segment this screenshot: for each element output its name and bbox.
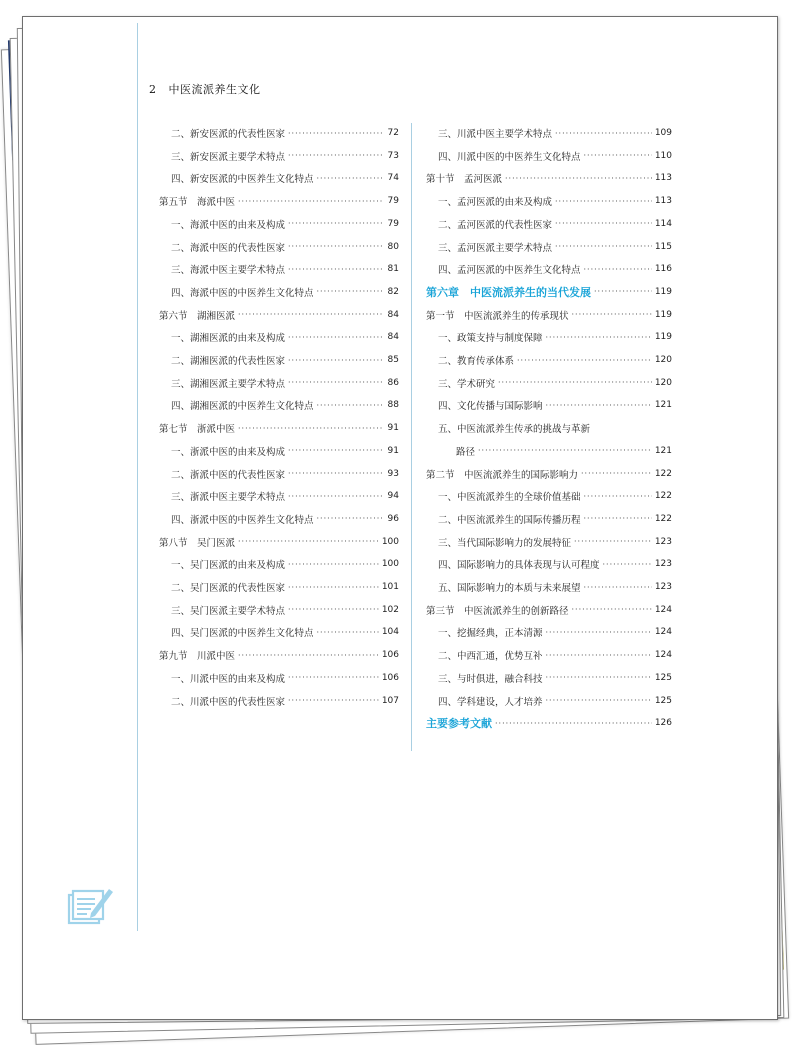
toc-dot-leader: [288, 242, 382, 251]
toc-section-entry: [159, 534, 399, 550]
toc-entry-title: 三、川派中医主要学术特点: [438, 129, 553, 140]
toc-dot-leader: [546, 333, 652, 342]
toc-dot-leader: [317, 628, 379, 637]
toc-entry-title: 四、新安医派的中医养生文化特点: [171, 174, 314, 186]
toc-entry-title: 二、海派中医的代表性医家: [171, 242, 286, 254]
toc-entry-title: 二、孟河医派的代表性医家: [438, 219, 553, 231]
running-header: [149, 81, 261, 97]
toc-subsection-entry: [159, 261, 399, 277]
column-divider: [411, 123, 412, 751]
toc-page-number: 74: [387, 173, 399, 184]
toc-section-entry: [159, 420, 399, 436]
toc-subsection-entry: [159, 624, 399, 640]
toc-page-number: 100: [381, 536, 399, 547]
toc-page-number: 84: [387, 332, 399, 343]
toc-dot-leader: [498, 378, 652, 387]
toc-subsection-entry: [159, 693, 399, 709]
toc-dot-leader: [574, 537, 652, 546]
toc-page-number: 106: [381, 650, 399, 661]
toc-entry-title: 四、国际影响力的具体表现与认可程度: [438, 560, 600, 572]
toc-entry-title: 一、浙派中医的由来及构成: [171, 446, 286, 458]
toc-subsection-entry: [426, 261, 672, 277]
toc-entry-title: 二、新安医派的代表性医家: [171, 129, 286, 140]
toc-page: [22, 16, 778, 1020]
toc-subsection-entry: [159, 170, 399, 186]
toc-dot-leader: [546, 673, 652, 682]
toc-dot-leader: [288, 673, 379, 682]
toc-entry-title: 第六章 中医流派养生的当代发展: [426, 285, 591, 299]
toc-page-number: 91: [387, 445, 399, 456]
toc-entry-title: 一、湖湘医派的由来及构成: [171, 333, 286, 345]
toc-page-number: 79: [387, 218, 399, 229]
toc-entry-title: 一、吴门医派的由来及构成: [171, 560, 286, 572]
toc-dot-leader: [288, 446, 382, 455]
toc-entry-title: 三、吴门医派主要学术特点: [171, 605, 286, 617]
toc-entry-title: 三、当代国际影响力的发展特征: [438, 537, 572, 549]
toc-subsection-entry: [159, 239, 399, 255]
toc-page-number: 72: [387, 128, 399, 138]
toc-entry-title: 二、中医流派养生的国际传播历程: [438, 514, 581, 526]
toc-dot-leader: [238, 537, 379, 546]
toc-dot-leader: [288, 378, 382, 387]
toc-dot-leader: [238, 651, 379, 660]
toc-dot-leader: [572, 605, 652, 614]
toc-page-number: 123: [654, 536, 672, 547]
toc-dot-leader: [288, 469, 382, 478]
toc-subsection-entry: [426, 511, 672, 527]
toc-entry-title: 第七节 浙派中医: [159, 424, 236, 436]
toc-subsection-entry: [159, 670, 399, 686]
toc-dot-leader: [478, 446, 652, 455]
toc-dot-leader: [594, 287, 652, 296]
toc-subsection-entry: [426, 420, 672, 436]
toc-dot-leader: [584, 583, 652, 592]
toc-subsection-entry: [426, 693, 672, 709]
toc-subsection-entry: [426, 443, 672, 459]
toc-subsection-entry: [426, 329, 672, 345]
toc-dot-leader: [288, 583, 379, 592]
toc-entry-title: 一、孟河医派的由来及构成: [438, 197, 553, 209]
toc-section-entry: [159, 307, 399, 323]
toc-subsection-entry: [159, 511, 399, 527]
toc-dot-leader: [317, 401, 382, 410]
toc-entry-title: 一、挖掘经典，正本清源: [438, 628, 543, 640]
toc-dot-leader: [495, 719, 652, 728]
toc-dot-leader: [288, 151, 382, 160]
toc-page-number: 122: [654, 513, 672, 524]
toc-subsection-entry: [426, 148, 672, 164]
toc-subsection-entry: [426, 397, 672, 413]
toc-entry-title: 第十节 孟河医派: [426, 174, 503, 186]
toc-section-entry: [159, 647, 399, 663]
toc-entry-title: 主要参考文献: [426, 717, 492, 731]
toc-entry-title: 第九节 川派中医: [159, 651, 236, 663]
toc-page-number: 85: [387, 355, 399, 365]
toc-page-number: 119: [654, 309, 672, 320]
toc-entry-title: 一、中医流派养生的全球价值基础: [438, 492, 581, 504]
toc-dot-leader: [584, 265, 652, 274]
toc-page-number: 91: [387, 423, 399, 434]
toc-entry-title: 五、中医流派养生传承的挑战与革新: [438, 424, 591, 436]
toc-page-number: 94: [387, 491, 399, 502]
toc-page-number: 84: [387, 309, 399, 320]
toc-section-entry: [426, 602, 672, 618]
toc-dot-leader: [581, 469, 652, 478]
toc-page-number: 125: [654, 695, 672, 706]
toc-entry-title: 第六节 湖湘医派: [159, 310, 236, 322]
toc-section-entry: [426, 307, 672, 323]
toc-page-number: 100: [381, 559, 399, 570]
toc-entry-title: 三、湖湘医派主要学术特点: [171, 378, 286, 390]
toc-subsection-entry: [426, 488, 672, 504]
toc-entry-title: 四、浙派中医的中医养生文化特点: [171, 514, 314, 526]
toc-entry-title: 三、与时俱进，融合科技: [438, 673, 543, 685]
toc-entry-title: 四、文化传播与国际影响: [438, 401, 543, 413]
toc-subsection-entry: [426, 125, 672, 141]
toc-entry-title: 二、浙派中医的代表性医家: [171, 469, 286, 481]
toc-subsection-entry: [159, 443, 399, 459]
toc-dot-leader: [238, 197, 382, 206]
toc-subsection-entry: [159, 602, 399, 618]
toc-subsection-entry: [426, 534, 672, 550]
toc-page-number: 119: [654, 286, 672, 297]
toc-subsection-entry: [426, 556, 672, 572]
toc-subsection-entry: [426, 624, 672, 640]
page-number: 2: [149, 83, 157, 96]
toc-page-number: 102: [381, 604, 399, 615]
toc-page-number: 79: [387, 196, 399, 207]
toc-page-number: 104: [381, 627, 399, 638]
notepad-pencil-icon: [65, 883, 115, 927]
toc-dot-leader: [555, 219, 652, 228]
toc-page-number: 122: [654, 468, 672, 479]
toc-dot-leader: [288, 219, 382, 228]
toc-page-number: 88: [387, 400, 399, 411]
toc-page-number: 113: [654, 173, 672, 184]
toc-page-number: 125: [654, 672, 672, 683]
toc-subsection-entry: [159, 284, 399, 300]
toc-dot-leader: [288, 129, 382, 138]
toc-entry-title: 第五节 海派中医: [159, 197, 236, 209]
toc-dot-leader: [288, 560, 379, 569]
toc-dot-leader: [288, 265, 382, 274]
toc-page-number: 123: [654, 582, 672, 592]
toc-section-entry: [426, 466, 672, 482]
toc-page-number: 120: [654, 355, 672, 365]
toc-dot-leader: [603, 560, 652, 569]
toc-subsection-entry: [159, 397, 399, 413]
toc-page-number: 124: [654, 650, 672, 661]
toc-dot-leader: [288, 696, 379, 705]
toc-page-number: 126: [654, 718, 672, 729]
toc-dot-leader: [572, 310, 652, 319]
toc-dot-leader: [505, 174, 652, 183]
toc-dot-leader: [546, 401, 652, 410]
toc-entry-title: 一、海派中医的由来及构成: [171, 219, 286, 231]
toc-entry-title: 三、孟河医派主要学术特点: [438, 242, 553, 254]
toc-dot-leader: [288, 605, 379, 614]
toc-entry-title: 三、学术研究: [438, 378, 496, 390]
toc-subsection-entry: [426, 647, 672, 663]
toc-dot-leader: [584, 514, 652, 523]
toc-subsection-entry: [159, 125, 399, 141]
toc-subsection-entry: [159, 466, 399, 482]
toc-section-entry: [159, 193, 399, 209]
toc-dot-leader: [546, 628, 652, 637]
toc-entry-title: 三、新安医派主要学术特点: [171, 151, 286, 163]
toc-page-number: 121: [654, 400, 672, 411]
toc-entry-title: 四、海派中医的中医养生文化特点: [171, 287, 314, 299]
toc-page-number: 101: [381, 582, 399, 592]
toc-entry-title: 第三节 中医流派养生的创新路径: [426, 605, 569, 617]
book-title: 中医流派养生文化: [168, 83, 261, 96]
toc-subsection-entry: [159, 352, 399, 368]
toc-entry-title: 第八节 吴门医派: [159, 537, 236, 549]
toc-subsection-entry: [159, 556, 399, 572]
toc-entry-title: 四、学科建设，人才培养: [438, 696, 543, 708]
toc-dot-leader: [317, 514, 382, 523]
toc-page-number: 73: [387, 150, 399, 161]
toc-subsection-entry: [426, 193, 672, 209]
toc-entry-title: 一、川派中医的由来及构成: [171, 673, 286, 685]
toc-page-number: 114: [654, 218, 672, 229]
toc-page-number: 119: [654, 332, 672, 343]
toc-dot-leader: [238, 424, 382, 433]
toc-page-number: 124: [654, 627, 672, 638]
toc-page-number: 96: [387, 513, 399, 524]
toc-chapter-entry: [426, 715, 672, 731]
toc-page-number: 123: [654, 559, 672, 570]
toc-subsection-entry: [426, 375, 672, 391]
toc-dot-leader: [555, 242, 652, 251]
toc-subsection-entry: [159, 329, 399, 345]
toc-page-number: 107: [381, 695, 399, 706]
toc-entry-title: 第一节 中医流派养生的传承现状: [426, 310, 569, 322]
toc-entry-title: 一、政策支持与制度保障: [438, 333, 543, 345]
toc-dot-leader: [546, 696, 652, 705]
toc-dot-leader: [317, 174, 382, 183]
toc-subsection-entry: [426, 670, 672, 686]
toc-entry-title: 路径: [456, 446, 476, 458]
toc-section-entry: [426, 170, 672, 186]
toc-entry-title: 三、浙派中医主要学术特点: [171, 492, 286, 504]
toc-subsection-entry: [426, 216, 672, 232]
toc-subsection-entry: [159, 216, 399, 232]
toc-dot-leader: [288, 333, 382, 342]
toc-page-number: 110: [654, 150, 672, 161]
toc-page-number: 122: [654, 491, 672, 502]
toc-entry-title: 四、孟河医派的中医养生文化特点: [438, 265, 581, 277]
toc-dot-leader: [584, 492, 652, 501]
toc-page-number: 93: [387, 468, 399, 479]
toc-dot-leader: [288, 492, 382, 501]
toc-entry-title: 二、湖湘医派的代表性医家: [171, 356, 286, 367]
toc-page-number: 86: [387, 377, 399, 388]
toc-entry-title: 五、国际影响力的本质与未来展望: [438, 583, 581, 594]
toc-subsection-entry: [426, 239, 672, 255]
toc-page-number: 121: [654, 445, 672, 456]
toc-page-number: 109: [654, 128, 672, 138]
toc-dot-leader: [288, 356, 382, 365]
toc-entry-title: 二、川派中医的代表性医家: [171, 696, 286, 708]
toc-entry-title: 二、中西汇通，优势互补: [438, 651, 543, 663]
toc-subsection-entry: [159, 579, 399, 595]
toc-entry-title: 四、川派中医的中医养生文化特点: [438, 151, 581, 163]
toc-dot-leader: [517, 356, 652, 365]
toc-subsection-entry: [426, 579, 672, 595]
toc-entry-title: 二、吴门医派的代表性医家: [171, 583, 286, 594]
toc-entry-title: 四、湖湘医派的中医养生文化特点: [171, 401, 314, 413]
toc-dot-leader: [238, 310, 382, 319]
toc-subsection-entry: [159, 148, 399, 164]
toc-entry-title: 四、吴门医派的中医养生文化特点: [171, 628, 314, 640]
toc-page-number: 113: [654, 196, 672, 207]
toc-dot-leader: [546, 651, 652, 660]
toc-page-number: 106: [381, 672, 399, 683]
toc-dot-leader: [584, 151, 652, 160]
toc-page-number: 124: [654, 604, 672, 615]
toc-entry-title: 二、教育传承体系: [438, 356, 515, 367]
toc-entry-title: 第二节 中医流派养生的国际影响力: [426, 469, 579, 481]
toc-page-number: 120: [654, 377, 672, 388]
toc-dot-leader: [317, 287, 382, 296]
toc-entry-title: 三、海派中医主要学术特点: [171, 265, 286, 277]
toc-subsection-entry: [159, 488, 399, 504]
toc-dot-leader: [555, 129, 652, 138]
toc-page-number: 80: [387, 241, 399, 252]
toc-page-number: 115: [654, 241, 672, 252]
toc-subsection-entry: [426, 352, 672, 368]
toc-page-number: 116: [654, 264, 672, 275]
toc-page-number: 81: [387, 264, 399, 275]
toc-dot-leader: [555, 197, 652, 206]
toc-subsection-entry: [159, 375, 399, 391]
toc-chapter-entry: [426, 284, 672, 300]
margin-rule: [137, 23, 138, 931]
toc-page-number: 82: [387, 286, 399, 297]
